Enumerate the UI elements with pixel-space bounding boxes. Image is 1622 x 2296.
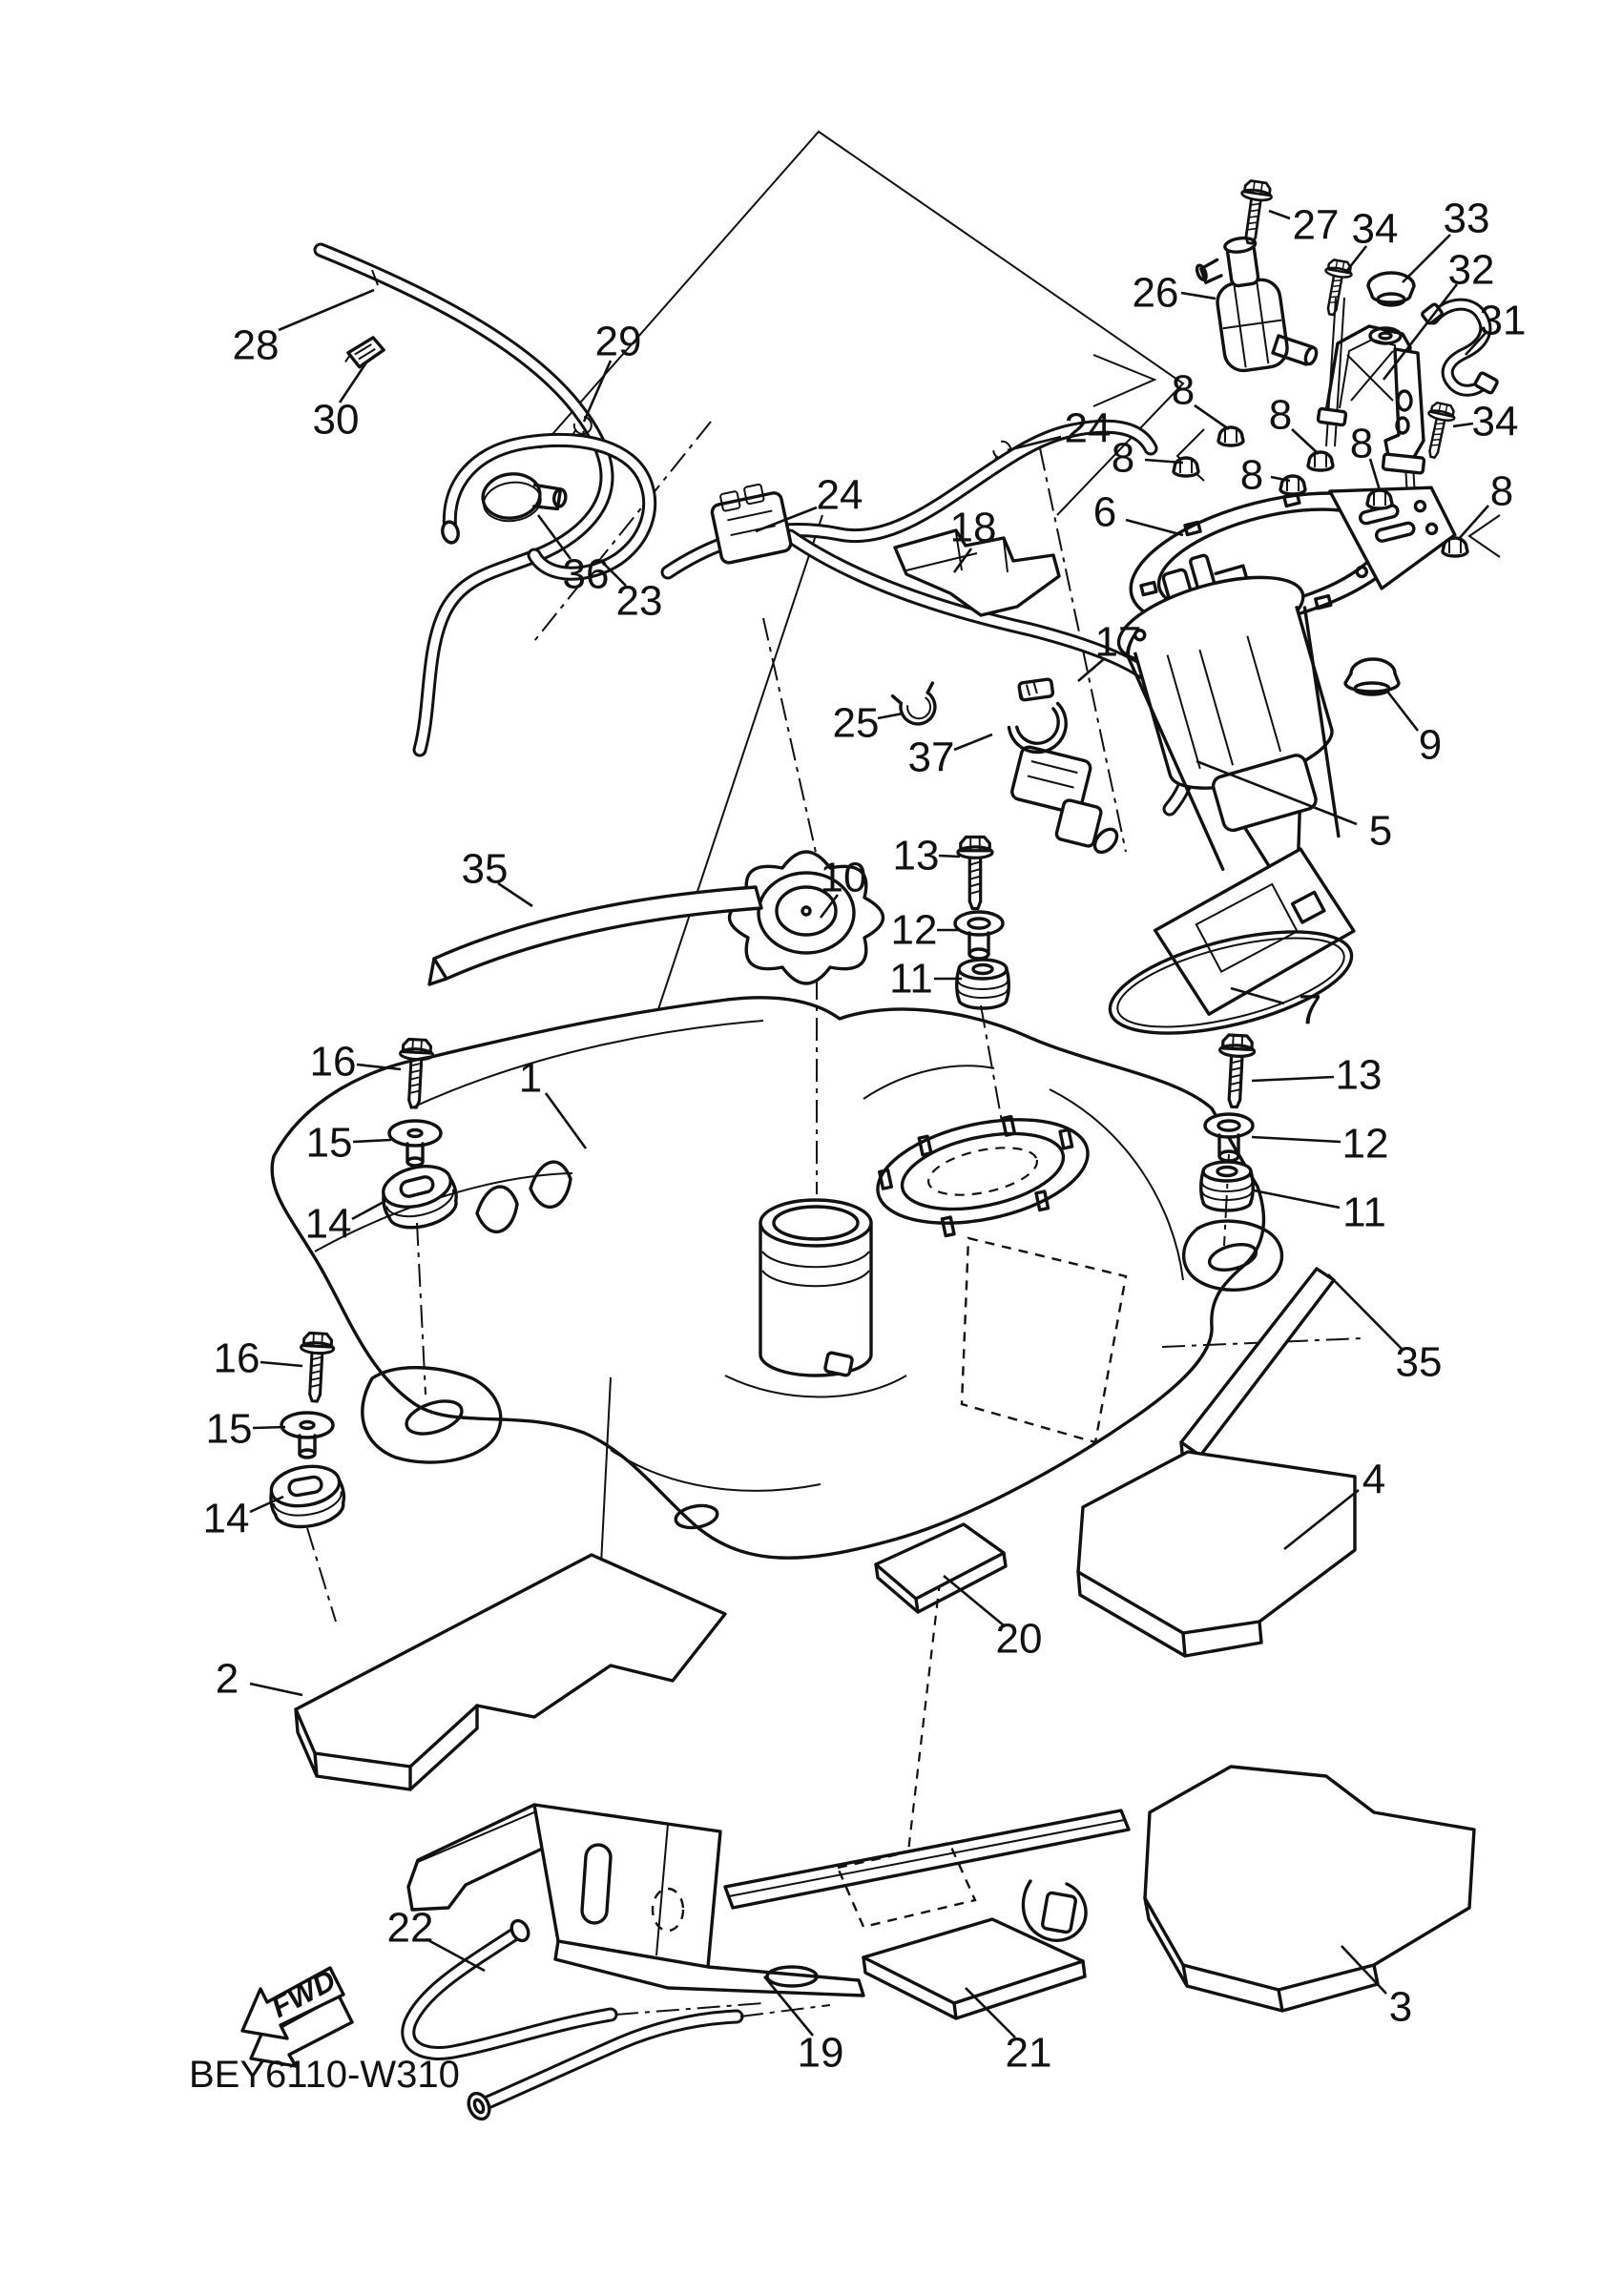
- callout-leader-27-12: [1269, 211, 1290, 218]
- callout-11-36: 11: [1342, 1189, 1386, 1236]
- callout-37-10: 37: [907, 734, 955, 781]
- callout-leader-16-40: [260, 1362, 302, 1366]
- callout-12-31: 12: [890, 906, 938, 954]
- grommet-11-mid: [957, 960, 1009, 1008]
- grommet-14-lower: [266, 1461, 348, 1532]
- flange-bolt-34-right: [1420, 402, 1457, 460]
- shield-pad-21: [863, 1919, 1085, 2018]
- callout-6-18: 6: [1092, 488, 1117, 536]
- rollover-valve-26: [1192, 234, 1318, 375]
- fuel-pump-assembly-5: [1059, 532, 1406, 1023]
- callout-leader-12-35: [1252, 1137, 1341, 1142]
- cap-nut-8: [1443, 538, 1467, 556]
- callout-8-21: 8: [1349, 420, 1374, 467]
- callout-leader-34-17: [1453, 424, 1473, 426]
- callout-22-47: 22: [386, 1904, 434, 1952]
- callout-29-2: 29: [594, 318, 642, 365]
- callout-8-20: 8: [1268, 391, 1293, 439]
- bolt-13-right: [1216, 1035, 1255, 1108]
- cap-nut-8: [1218, 427, 1243, 445]
- callout-11-32: 11: [889, 955, 933, 1003]
- fuel-tank-1: [272, 998, 1281, 1558]
- callout-14-39: 14: [304, 1200, 352, 1248]
- callout-leader-25-9: [878, 714, 903, 718]
- callout-13-34: 13: [1335, 1051, 1383, 1099]
- cap-nut-8: [1308, 452, 1333, 470]
- bolt-13-mid: [958, 837, 992, 908]
- shield-pad-3: [1145, 1767, 1474, 2011]
- washer-15-upper: [389, 1121, 441, 1166]
- construction-line-3: [763, 618, 817, 857]
- callout-7-27: 7: [1298, 986, 1322, 1034]
- callout-8-23: 8: [1239, 451, 1264, 499]
- callout-12-35: 12: [1341, 1120, 1389, 1168]
- callout-13-30: 13: [892, 832, 940, 879]
- harness-clamp-37: [998, 673, 1073, 758]
- callout-leader-37-10: [954, 734, 992, 750]
- tank-pad-2: [296, 1555, 725, 1789]
- callout-leader-29-2: [584, 361, 611, 422]
- callout-8-22: 8: [1111, 434, 1135, 482]
- hidden-pad-outline: [962, 1238, 1126, 1442]
- callout-leader-14-39: [352, 1201, 385, 1219]
- callout-leader-8-19: [1195, 405, 1229, 429]
- callout-34-13: 34: [1351, 205, 1399, 253]
- callout-31-16: 31: [1479, 297, 1527, 344]
- washer-15-lower: [281, 1413, 333, 1458]
- callout-10-29: 10: [820, 854, 867, 901]
- callout-14-42: 14: [202, 1495, 250, 1542]
- callout-leader-28-0: [279, 290, 374, 330]
- damper-strip-35-right: [1181, 1269, 1334, 1463]
- callout-15-38: 15: [305, 1119, 353, 1167]
- callout-leader-33-14: [1403, 235, 1450, 282]
- callout-4-44: 4: [1362, 1456, 1386, 1503]
- callout-16-40: 16: [213, 1334, 260, 1382]
- callout-32-15: 32: [1447, 246, 1495, 294]
- callout-8-19: 8: [1171, 366, 1196, 414]
- callout-leader-8-20: [1292, 429, 1319, 454]
- callout-leader-15-38: [353, 1140, 391, 1142]
- construction-line-11: [307, 1528, 336, 1622]
- callout-36-3: 36: [562, 550, 610, 598]
- diagram-code: BEY6110-W310: [189, 2054, 460, 2096]
- callout-25-9: 25: [832, 699, 880, 747]
- callout-15-41: 15: [205, 1405, 253, 1453]
- grommet-14-upper: [377, 1159, 462, 1234]
- flange-bolt-27: [1236, 180, 1274, 245]
- pump-mount-ring: [868, 1103, 1099, 1248]
- callout-18-7: 18: [949, 504, 997, 551]
- harness-connector: [1002, 746, 1136, 859]
- callout-leader-8-24: [1458, 506, 1488, 540]
- callout-30-1: 30: [312, 396, 360, 444]
- callout-20-46: 20: [995, 1615, 1043, 1663]
- hose-clamp-25: [893, 683, 944, 730]
- collar-12-mid: [955, 912, 1003, 959]
- tank-ear-right: [1184, 1221, 1282, 1290]
- callout-9-25: 9: [1418, 721, 1443, 769]
- callout-21-49: 21: [1005, 2029, 1052, 2077]
- damper-strip-35-left: [429, 887, 761, 984]
- callout-leader-11-36: [1254, 1190, 1340, 1208]
- callout-16-37: 16: [309, 1038, 357, 1086]
- tank-pad-4: [1078, 1452, 1355, 1656]
- callout-2-45: 2: [215, 1655, 239, 1703]
- callout-3-50: 3: [1388, 1983, 1413, 2031]
- callout-24-6: 24: [816, 471, 863, 519]
- grommet-9: [1345, 659, 1399, 694]
- callout-23-4: 23: [615, 577, 663, 625]
- filler-neck: [760, 1200, 871, 1376]
- cap-nut-8: [1367, 490, 1392, 508]
- callout-leader-1-33: [546, 1093, 586, 1148]
- construction-line-13: [601, 1377, 611, 1564]
- callout-26-11: 26: [1132, 269, 1179, 317]
- callout-33-14: 33: [1443, 195, 1490, 242]
- hose-open-end: [441, 520, 461, 544]
- callout-19-48: 19: [797, 2029, 844, 2077]
- bolt-16-lower: [299, 1333, 335, 1402]
- bolt-16-upper: [398, 1039, 434, 1108]
- construction-line-9: [1093, 355, 1154, 406]
- callout-leader-6-18: [1126, 520, 1183, 535]
- callout-1-33: 1: [518, 1054, 543, 1102]
- callout-leader-9-25: [1385, 689, 1418, 731]
- callout-35-43: 35: [1395, 1338, 1443, 1386]
- collar-12-right: [1205, 1114, 1253, 1161]
- callout-34-17: 34: [1471, 398, 1519, 445]
- hose-clamp-36: [480, 466, 570, 525]
- tank-ear-left: [363, 1368, 501, 1462]
- callout-24-5: 24: [1064, 404, 1112, 452]
- callout-leader-15-41: [253, 1427, 285, 1428]
- callout-leader-13-34: [1252, 1077, 1334, 1081]
- callout-8-24: 8: [1489, 467, 1514, 515]
- drain-hose-22-lower: [465, 2005, 830, 2122]
- callout-leader-26-11: [1181, 293, 1216, 299]
- callout-5-26: 5: [1368, 807, 1393, 855]
- callout-28-0: 28: [232, 321, 280, 369]
- fwd-arrow: [242, 1963, 352, 2066]
- tank-pad-20: [876, 1524, 1006, 1612]
- callout-leader-2-45: [250, 1684, 302, 1695]
- callout-leader-13-30: [939, 856, 960, 857]
- fwd-label: FWD: [265, 1962, 342, 2025]
- callout-27-12: 27: [1292, 201, 1340, 249]
- callout-17-8: 17: [1094, 618, 1142, 666]
- cap-nut-8: [1174, 458, 1198, 476]
- construction-line-14: [906, 1582, 940, 1868]
- callout-35-28: 35: [461, 845, 509, 893]
